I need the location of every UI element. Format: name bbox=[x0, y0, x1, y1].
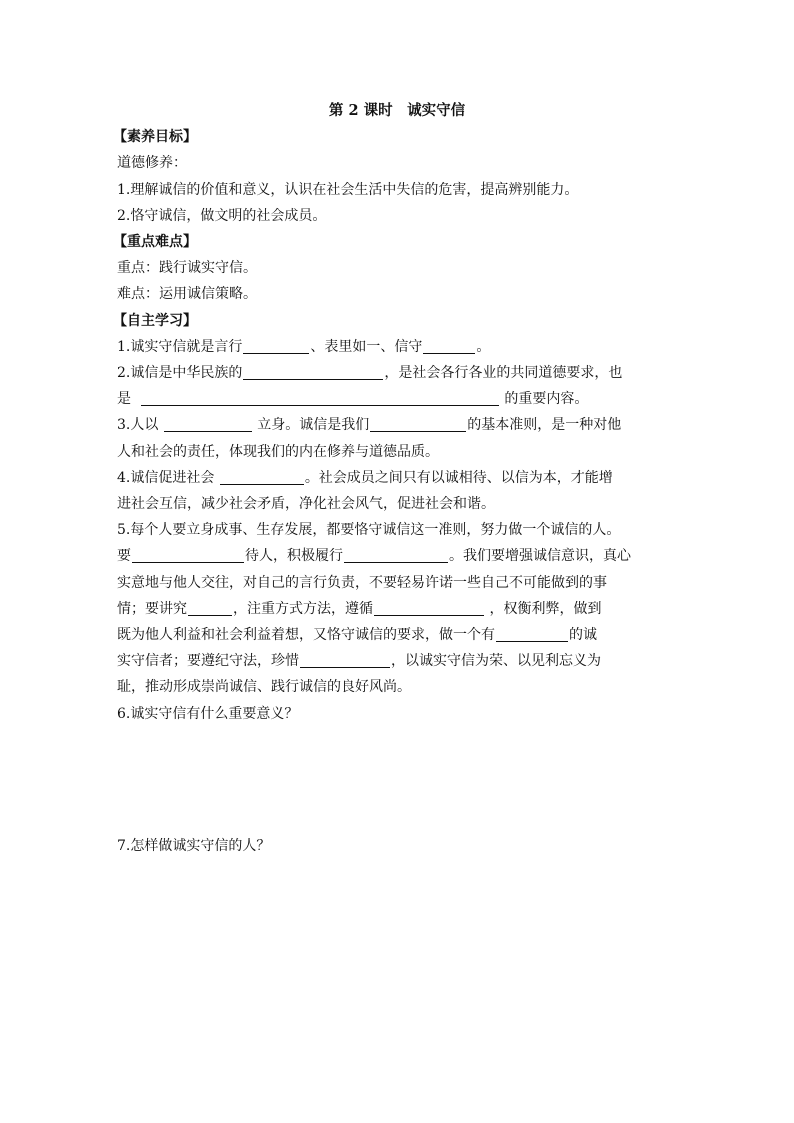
fill-blank[interactable] bbox=[243, 337, 309, 354]
question-3-cont: 人和社会的责任，体现我们的内在修养与道德品质。 bbox=[117, 443, 439, 460]
question-5: 5.每个人要立身成事、生存发展，都要恪守诚信这一准则，努力做一个诚信的人。 bbox=[117, 522, 621, 539]
fill-blank[interactable] bbox=[423, 337, 475, 354]
q5-text-b: 要 bbox=[117, 548, 131, 565]
q2-text-c: 是 bbox=[117, 391, 131, 408]
fill-blank[interactable] bbox=[132, 546, 244, 563]
question-5-line-6 bbox=[117, 648, 677, 674]
question-3 bbox=[117, 412, 677, 438]
question-4 bbox=[117, 465, 677, 491]
q3-text-c: 的基本准则，是一种对他 bbox=[467, 417, 622, 434]
q5-text-i: 既为他人利益和社会利益着想，又恪守诚信的要求，做一个有 bbox=[117, 627, 495, 644]
keypoints-heading: 【重点难点】 bbox=[113, 234, 197, 251]
goal-item-2: 2.恪守诚信，做文明的社会成员。 bbox=[117, 207, 327, 224]
fill-blank[interactable] bbox=[370, 415, 466, 432]
q2-text-a: 2.诚信是中华民族的 bbox=[117, 365, 243, 382]
q5-text-c: 待人，积极履行 bbox=[245, 548, 343, 565]
fill-blank[interactable] bbox=[300, 651, 390, 668]
fill-blank[interactable] bbox=[141, 389, 499, 406]
q4-text-b: 。社会成员之间只有以诚相待、以信为本，才能增 bbox=[304, 469, 613, 486]
q1-text-a: 1.诚实守信就是言行 bbox=[117, 338, 243, 355]
q1-text-b: 、表里如一、信守 bbox=[310, 338, 423, 355]
q4-text-a: 4.诚信促进社会 bbox=[117, 469, 215, 486]
self-study-heading: 【自主学习】 bbox=[113, 312, 197, 329]
q3-text-b: 立身。诚信是我们 bbox=[257, 417, 370, 434]
q5-text-h: ，权衡利弊，做到 bbox=[489, 600, 602, 617]
question-5-line-4 bbox=[117, 596, 677, 622]
question-6: 6.诚实守信有什么重要意义？ bbox=[117, 705, 299, 722]
q2-text-b: ，是社会各行各业的共同道德要求，也 bbox=[384, 365, 623, 382]
q5-text-k: 实守信者；要遵纪守法，珍惜 bbox=[117, 653, 299, 670]
q1-text-c: 。 bbox=[476, 338, 491, 355]
question-4-cont: 进社会互信，减少社会矛盾，净化社会风气，促进社会和谐。 bbox=[117, 496, 495, 513]
page-title: 第 2 课时 诚实守信 bbox=[328, 102, 466, 119]
q5-text-l: ，以诚实守信为荣、以见利忘义为 bbox=[391, 653, 601, 670]
key-point: 重点：践行诚实守信。 bbox=[117, 260, 257, 277]
fill-blank[interactable] bbox=[164, 415, 252, 432]
question-2-cont bbox=[117, 386, 677, 412]
fill-blank[interactable] bbox=[188, 599, 232, 616]
question-1 bbox=[117, 334, 677, 360]
question-5-line-5 bbox=[117, 622, 677, 648]
difficulty-point: 难点：运用诚信策略。 bbox=[117, 286, 257, 303]
q5-text-d: 。我们要增强诚信意识，真心 bbox=[449, 548, 631, 565]
q5-text-j: 的诚 bbox=[569, 627, 597, 644]
question-7: 7.怎样做诚实守信的人？ bbox=[117, 837, 271, 854]
fill-blank[interactable] bbox=[496, 625, 568, 642]
goal-item-1: 1.理解诚信的价值和意义，认识在社会生活中失信的危害，提高辨别能力。 bbox=[117, 181, 579, 198]
q2-text-d: 的重要内容。 bbox=[504, 391, 589, 408]
fill-blank[interactable] bbox=[243, 363, 383, 380]
goals-sub: 道德修养： bbox=[117, 155, 187, 172]
q5-text-f: 情；要讲究 bbox=[117, 600, 187, 617]
q3-text-a: 3.人以 bbox=[117, 417, 159, 434]
question-5-line-7: 耻，推动形成崇尚诚信、践行诚信的良好风尚。 bbox=[117, 679, 411, 696]
question-5-line-2 bbox=[117, 543, 677, 569]
fill-blank[interactable] bbox=[374, 599, 484, 616]
goals-heading: 【素养目标】 bbox=[113, 129, 197, 146]
fill-blank[interactable] bbox=[220, 468, 304, 485]
question-2 bbox=[117, 360, 677, 386]
fill-blank[interactable] bbox=[344, 546, 448, 563]
question-5-line-3: 实意地与他人交往，对自己的言行负责，不要轻易许诺一些自己不可能做到的事 bbox=[117, 574, 607, 591]
worksheet-page bbox=[113, 98, 677, 859]
answer-space-q6[interactable] bbox=[117, 727, 677, 833]
q5-text-g: ，注重方式方法，遵循 bbox=[233, 600, 373, 617]
